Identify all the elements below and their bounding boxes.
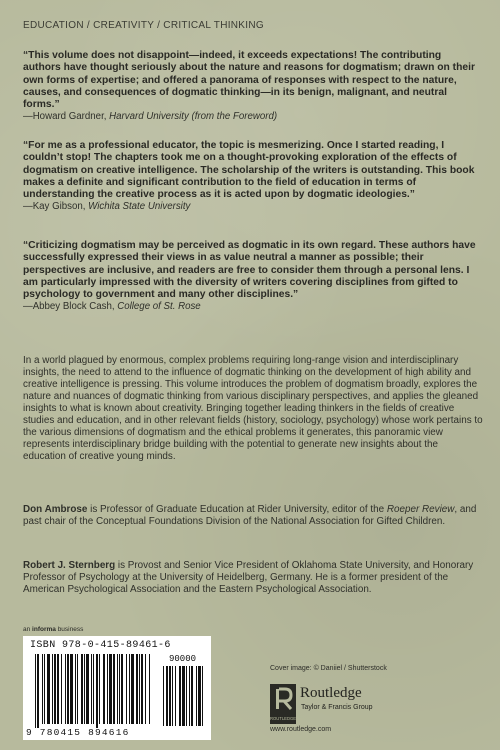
- isbn-label: ISBN 978-0-415-89461-6: [30, 640, 171, 651]
- editor-bio-ambrose: Don Ambrose is Professor of Graduate Education at Rider University, editor of the Roeper Review, and past chair of the Conceptual Foundations Division of the National Association for Gifted Children.: [23, 504, 477, 528]
- endorsement-attribution: —Abbey Block Cash, College of St. Rose: [23, 301, 201, 313]
- endorsement-2: [23, 140, 481, 213]
- endorsement-text: “This volume does not disappoint—indeed, it exceeds expectations! The contributing authors have thought seriously about the nature and reasons for dogmatism; drawn on their own forms of expertise; and offered a panorama of responses with respect to the nature, causes, and consequences of dogmatic thinking—in its benign, malignant, and neutral forms.”: [23, 50, 475, 111]
- endorsement-attribution: —Howard Gardner, Harvard University (from the Foreword): [23, 111, 278, 123]
- ean-digits: 9 780415 894616: [26, 727, 130, 738]
- svg-text:ROUTLEDGE: ROUTLEDGE: [270, 716, 296, 721]
- routledge-logo-icon: [270, 684, 296, 724]
- endorsement-attribution: —Kay Gibson, Wichita State University: [23, 201, 191, 213]
- endorsement-text: “Criticizing dogmatism may be perceived as dogmatic in its own regard. These authors have successfully expressed their views in as value neutral a manner as possible; their perspectives are inclusive, and readers are free to consider them through a personal lens. I am particularly impressed with the diversity of writers covering disciplines from gifted to psychology to government and many other disciplines.”: [23, 240, 476, 301]
- publisher-name: Routledge: [300, 685, 362, 701]
- endorsement-1: [23, 50, 481, 123]
- subject-categories: EDUCATION / CREATIVITY / CRITICAL THINKING: [23, 20, 264, 31]
- isbn-barcode: [23, 636, 211, 740]
- endorsement-text: “For me as a professional educator, the topic is mesmerizing. Once I started reading, I couldn’t stop! The chapters took me on a thought-provoking exploration of the effects of dogmatism on creative intelligence. The scholarship of the writers is outstanding. This book makes a definite and significant contribution to the field of education in terms of understanding the creative process as it is acted upon by dogmatic ideologies.”: [23, 140, 475, 201]
- editor-bio-sternberg: Robert J. Sternberg is Provost and Senior Vice President of Oklahoma State University, and Honorary Professor of Psychology at the University of Heidelberg, Germany. He is a former president of the American Psychological Association and the Eastern Psychological Association.: [23, 560, 474, 596]
- endorsement-3: [23, 240, 481, 313]
- cover-image-credit: Cover image: © Daniiel / Shutterstock: [270, 665, 387, 672]
- publisher-group: Taylor & Francis Group: [301, 704, 373, 711]
- price-code: 90000: [169, 654, 197, 664]
- barcode-bars: [23, 636, 211, 740]
- book-description: In a world plagued by enormous, complex problems requiring long-range vision and interdisciplinary insights, the need to attend to the influence of dogmatic thinking on the development of high ability and creative intelligence is pressing. This volume introduces the problem of dogmatism broadly, explores the nature and nuances of dogmatic thinking from various disciplinary perspectives, and applies the gleaned insights to what is known about creativity. Bringing together leading thinkers in the fields of creative studies and education, and in other relevant fields (history, sociology, psychology) whose work pertains to the various dimensions of dogmatism and the ethical problems it generates, this panoramic view represents interdisciplinary bridge building with the potential to generate new insights about the education of creative young minds.: [23, 355, 483, 463]
- publisher-url[interactable]: www.routledge.com: [270, 726, 332, 733]
- informa-business-label: an informa business: [23, 626, 84, 633]
